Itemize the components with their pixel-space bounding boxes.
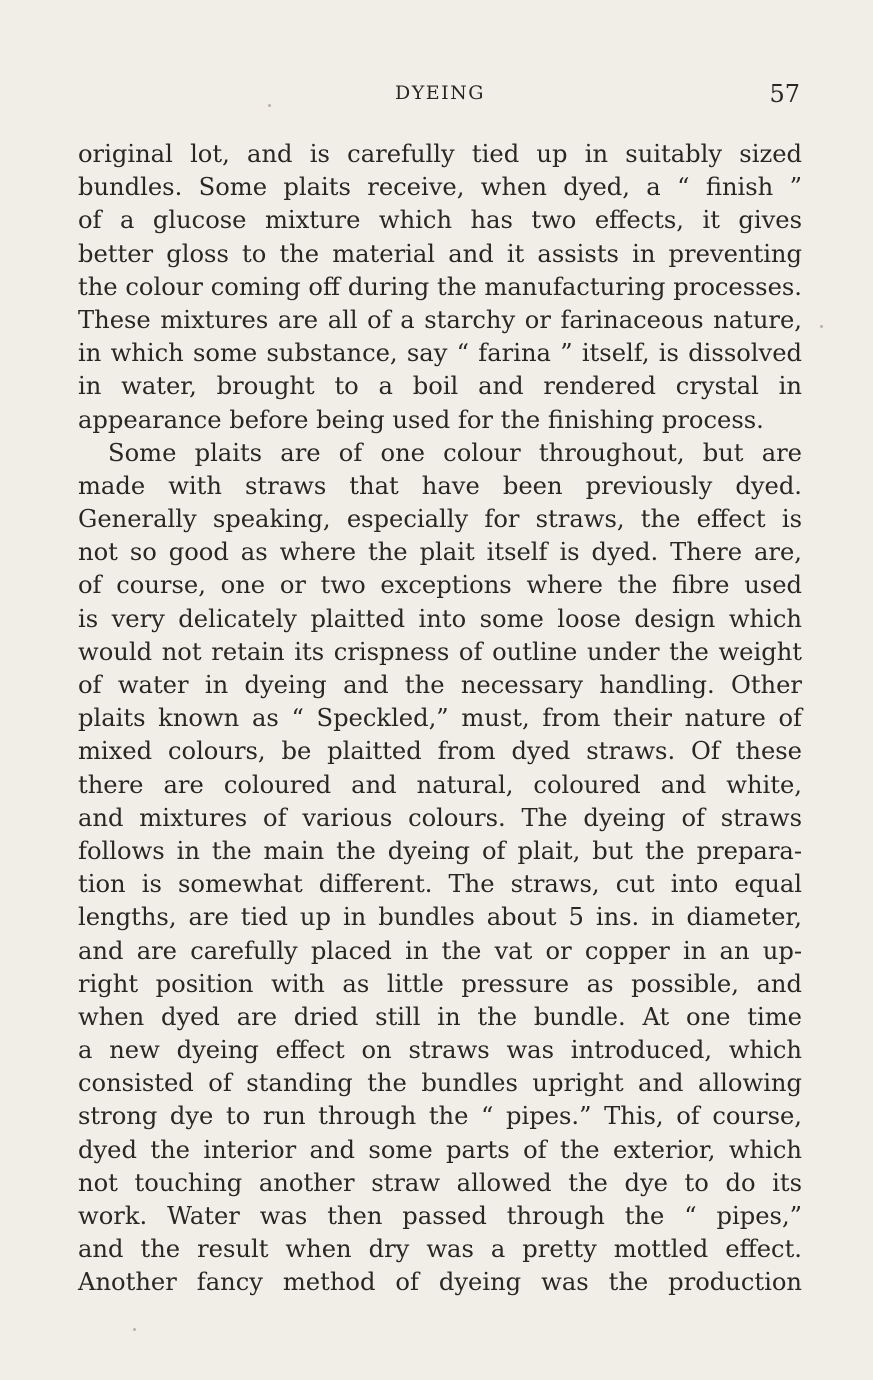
text-line: of a glucose mixture which has two effects, it gives [78,206,802,235]
text-line: in which some substance, say “ farina ” itself, is dissolved [78,339,802,368]
text-line: of water in dyeing and the necessary handling. Other [78,671,802,699]
text-line: These mixtures are all of a starchy or farinaceous nature, [78,305,802,334]
text-line: not so good as where the plait itself is dyed. There are, [78,538,802,567]
text-line: lengths, are tied up in bundles about 5 ins. in diameter, [78,903,802,932]
text-line: when dyed are dried still in the bundle. At one time [78,1002,802,1031]
text-line: in water, brought to a boil and rendered crystal in [78,372,802,401]
text-line: strong dye to run through the “ pipes.” This, of course, [78,1102,802,1131]
text-line: bundles. Some plaits receive, when dyed, a “ finish ” [78,173,802,202]
text-line: follows in the main the dyeing of plait, but the prepara- [78,836,802,865]
text-line: mixed colours, be plaitted from dyed straws. Of these [78,737,802,766]
text-line: work. Water was then passed through the “ pipes,” [78,1202,802,1230]
text-line: right position with as little pressure as possible, and [78,969,802,998]
text-line: and are carefully placed in the vat or copper in an up- [78,936,802,965]
paper-speck [268,104,271,107]
paper-speck [133,1328,136,1331]
text-line: appearance before being used for the finishing process. [78,405,764,434]
text-line: original lot, and is carefully tied up in suitably sized [78,140,802,168]
text-line: Another fancy method of dyeing was the production [78,1268,802,1297]
text-line: tion is somewhat different. The straws, cut into equal [78,870,802,899]
paper-speck [820,325,823,328]
text-line: and the result when dry was a pretty mottled effect. [78,1235,802,1264]
text-line: a new dyeing effect on straws was introduced, which [78,1036,802,1065]
text-line: there are coloured and natural, coloured and white, [78,770,802,799]
paragraph-start-line: Some plaits are of one colour throughout, but are [108,438,802,467]
text-line: not touching another straw allowed the dye to do its [78,1168,802,1197]
text-line: is very delicately plaitted into some loose design which [78,604,802,633]
text-line: of course, one or two exceptions where the fibre used [78,571,802,600]
running-head [78,80,802,110]
page-number: 57 [769,80,800,108]
text-line: dyed the interior and some parts of the exterior, which [78,1135,802,1164]
text-line: plaits known as “ Speckled,” must, from their nature of [78,704,802,733]
body-text [78,138,802,1300]
text-line: better gloss to the material and it assists in preventing [78,239,802,268]
text-line: would not retain its crispness of outline under the weight [78,637,802,666]
running-title: DYEING [395,82,485,104]
text-line: and mixtures of various colours. The dyeing of straws [78,803,802,832]
text-line: made with straws that have been previously dyed. [78,471,802,500]
text-line: the colour coming off during the manufacturing processes. [78,272,802,301]
text-line: consisted of standing the bundles upright and allowing [78,1069,802,1098]
text-line: Generally speaking, especially for straws, the effect is [78,505,802,534]
